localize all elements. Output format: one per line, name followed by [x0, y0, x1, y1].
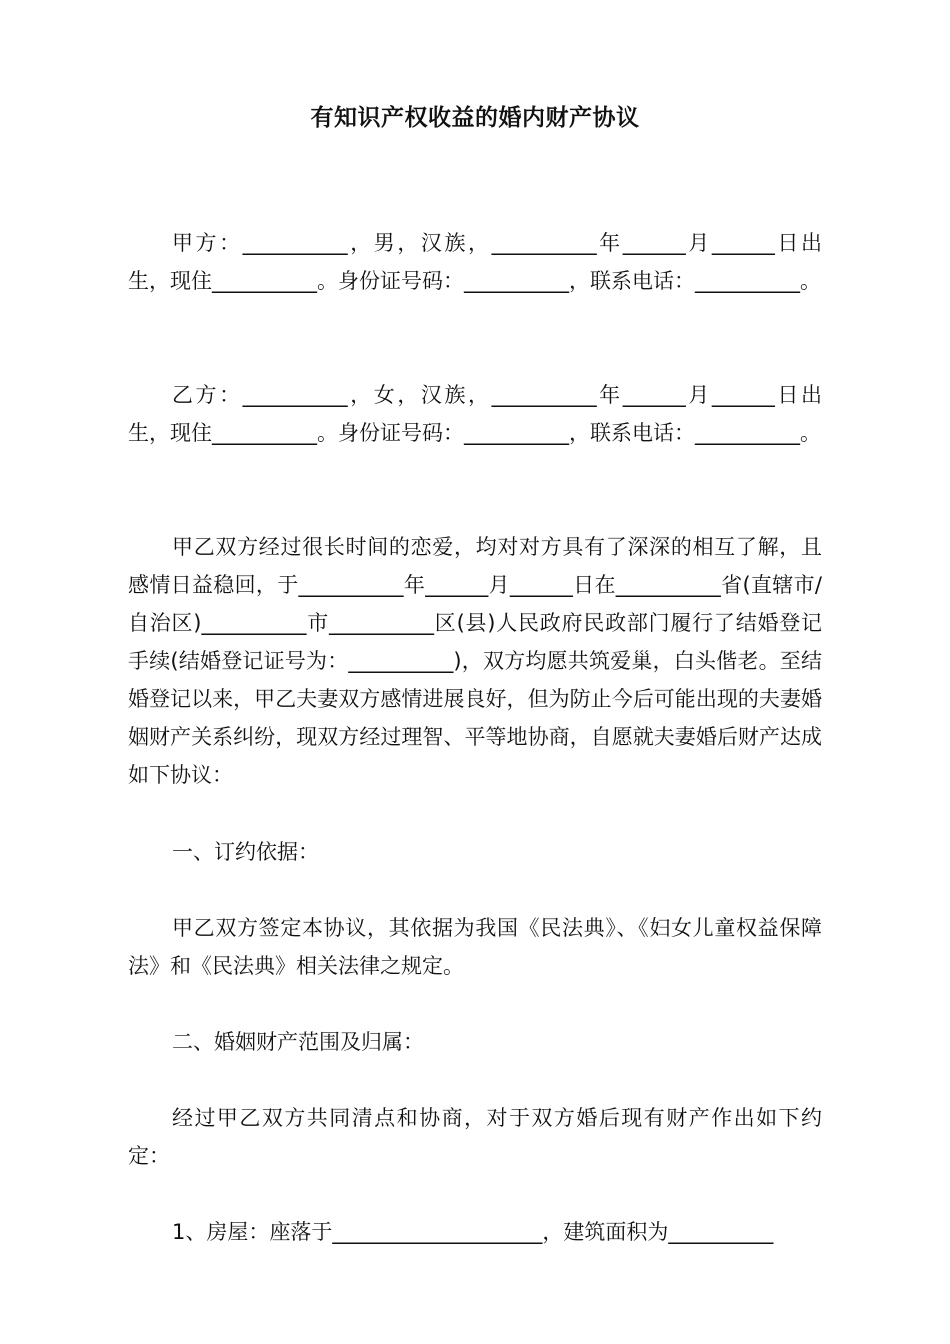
background-paragraph: 甲乙双方经过很长时间的恋爱，均对对方具有了深深的相互了解，且感情日益稳回，于__________年______月______日在__________省(直辖市/自治区)__________市__________区(县)人民政府民政部门履行了结婚登记手续(结婚登记证号为：__________)，双方均愿共筑爱巢，白头偕老。至结婚登记以来，甲乙夫妻双方感情进展良好，但为防止今后可能出现的夫妻婚姻财产关系纠纷，现双方经过理智、平等地协商，自愿就夫妻婚后财产达成如下协议：	[128, 535, 822, 787]
house-clause-paragraph: 1、房屋：座落于____________________，建筑面积为__________	[172, 1220, 774, 1244]
section-heading-property: 二、婚姻财产范围及归属：	[172, 1030, 424, 1054]
basis-paragraph: 甲乙双方签定本协议，其依据为我国《民法典》、《妇女儿童权益保障法》和《民法典》相关法律之规定。	[128, 916, 822, 978]
document-title: 有知识产权收益的婚内财产协议	[310, 105, 640, 131]
section-heading-basis: 一、订约依据：	[172, 840, 319, 864]
party-a-paragraph: 甲方：__________，男，汉族，__________年______月______日出生，现住__________。身份证号码：__________，联系电话：__________。	[128, 231, 822, 293]
property-intro-paragraph: 经过甲乙双方共同清点和协商，对于双方婚后现有财产作出如下约定：	[128, 1106, 822, 1168]
party-b-paragraph: 乙方：__________，女，汉族，__________年______月______日出生，现住__________。身份证号码：__________，联系电话：__________。	[128, 383, 822, 445]
